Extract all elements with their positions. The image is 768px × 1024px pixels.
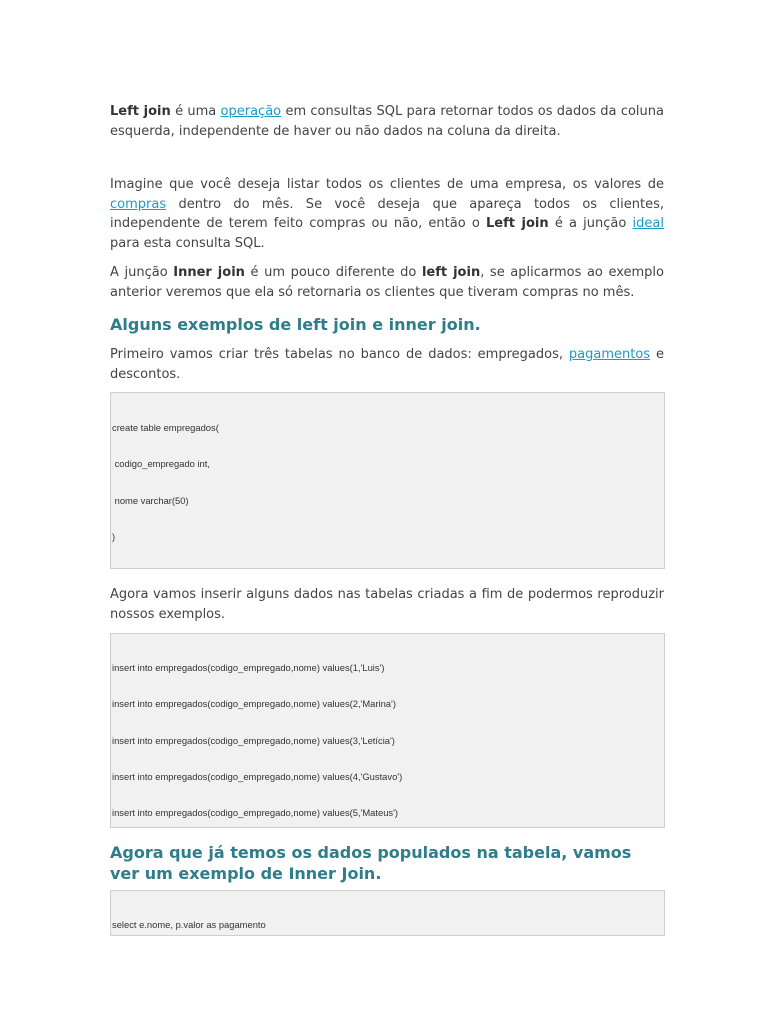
code-line: insert into empregados(codigo_empregado,nome) values(4,'Gustavo') xyxy=(112,771,403,783)
inner-join-paragraph xyxy=(110,263,664,302)
code-block-create-tables xyxy=(110,392,665,569)
link-pagamentos[interactable]: pagamentos xyxy=(568,347,651,362)
code-line: insert into empregados(codigo_empregado,nome) values(5,'Mateus') xyxy=(112,807,399,819)
code-line: ) xyxy=(112,531,116,543)
code-line: nome varchar(50) xyxy=(112,494,189,506)
text: é um pouco diferente do xyxy=(244,265,422,280)
term-inner-join: Inner join xyxy=(173,265,245,280)
term-left-join: Left join xyxy=(485,216,549,231)
code-line: insert into empregados(codigo_empregado,nome) values(1,'Luis') xyxy=(112,662,385,674)
link-ideal[interactable]: ideal xyxy=(632,216,664,231)
code-line: select e.nome, p.valor as pagamento xyxy=(112,919,266,931)
code-line xyxy=(111,567,664,569)
text: , se aplicarmos ao exemplo anterior veremos que ela só retornaria os clientes que tiveram compras no mês. xyxy=(110,265,664,300)
code-line: create table empregados( xyxy=(112,422,219,434)
insert-data-paragraph: Agora vamos inserir alguns dados nas tabelas criadas a fim de podermos reproduzir nossos exemplos. xyxy=(110,587,664,622)
text: A junção xyxy=(110,265,174,280)
code-line: insert into empregados(codigo_empregado,nome) values(3,'Letícia') xyxy=(112,734,395,746)
text: em consultas SQL para retornar todos os dados da coluna esquerda, independente de haver ou não dados na coluna da direita. xyxy=(110,104,664,139)
text: é uma xyxy=(170,104,221,119)
text: Imagine que você deseja listar todos os clientes de uma empresa, os valores de xyxy=(110,177,664,192)
code-block-inner-join-query xyxy=(110,890,665,936)
example-paragraph xyxy=(110,175,664,253)
link-compras[interactable]: compras xyxy=(110,196,167,212)
text: dentro do mês. Se você deseja que apareça todos os clientes, independente de terem feito compras ou não, então o xyxy=(110,196,664,231)
text: e descontos. xyxy=(110,347,664,382)
term-left-join: left join xyxy=(421,265,481,280)
section-heading-examples: Alguns exemplos de left join e inner join. xyxy=(110,315,481,334)
code-line: codigo_empregado int, xyxy=(112,458,210,470)
code-line: insert into empregados(codigo_empregado,nome) values(2,'Marina') xyxy=(112,698,396,710)
code-block-insert-data xyxy=(110,633,665,828)
text: para esta consulta SQL. xyxy=(110,235,265,251)
term-left-join: Left join xyxy=(110,104,171,119)
create-tables-paragraph xyxy=(110,345,664,384)
text: Primeiro vamos criar três tabelas no banco de dados: empregados, xyxy=(110,347,569,362)
text: é a junção xyxy=(548,216,633,231)
link-operacao[interactable]: operação xyxy=(220,104,282,119)
section-heading-inner-join: Agora que já temos os dados populados na tabela, vamos ver um exemplo de Inner Join. xyxy=(110,843,632,883)
intro-paragraph xyxy=(110,102,664,141)
article-body xyxy=(110,102,664,936)
